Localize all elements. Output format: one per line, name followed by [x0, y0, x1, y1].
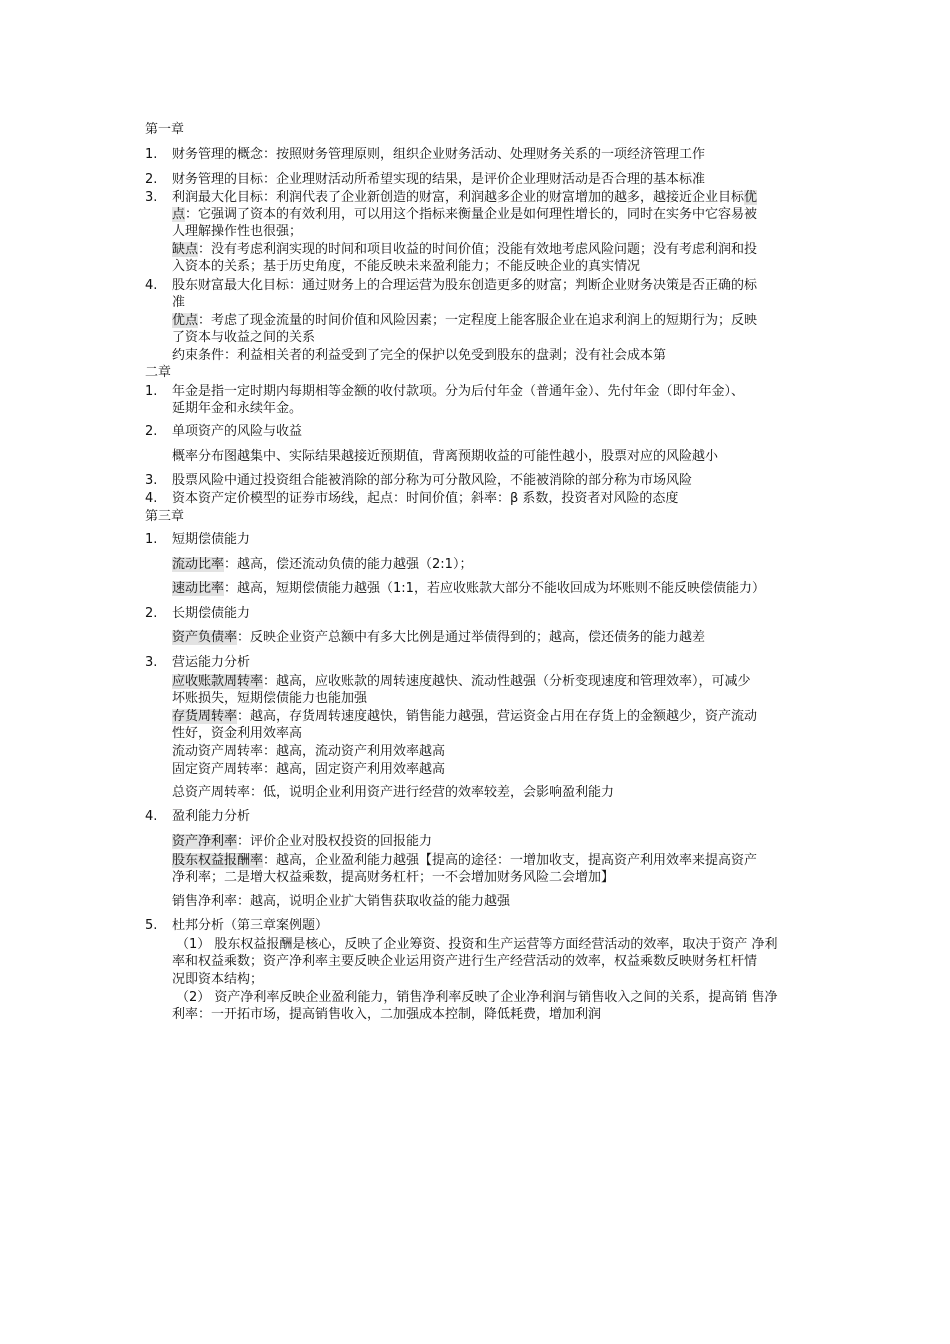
text-run: ：越高，应收账款的周转速度越快、流动性越强（分析变现速度和管理效率），可减少 — [263, 674, 751, 689]
item-number: 3. — [145, 190, 158, 205]
paragraph-line: 况即资本结构； — [172, 972, 264, 987]
item-text: 短期偿债能力 — [172, 532, 251, 547]
highlighted-term: 点 — [172, 207, 186, 222]
item-subtext: 流动资产周转率：越高，流动资产利用效率越高 — [172, 744, 446, 759]
text-run: ：越高，短期偿债能力越强（1:1，若应收账款大部分不能收回成为坏账则不能反映偿债能力） — [224, 581, 765, 596]
item-text: 准 — [172, 295, 186, 310]
item-number: 4. — [145, 491, 158, 506]
text-run: ：越高，偿还流动负债的能力越强（2:1）； — [224, 557, 473, 572]
item-text: 入资本的关系；基于历史角度，不能反映未来盈利能力；不能反映企业的真实情况 — [172, 259, 641, 274]
item-text — [172, 206, 757, 223]
item-text: 年金是指一定时期内每期相等金额的收付款项。分为后付年金（普通年金）、先付年金（即付年金）、 — [172, 384, 745, 399]
chapter-3-title: 第三章 — [145, 509, 185, 524]
item-subtext: 坏账损失，短期偿债能力也能加强 — [172, 691, 368, 706]
item-text: 股票风险中通过投资组合能被消除的部分称为可分散风险，不能被消除的部分称为市场风险 — [172, 473, 693, 488]
chapter-2-title: 二章 — [145, 365, 172, 380]
item-subtext: 固定资产周转率：越高，固定资产利用效率越高 — [172, 762, 446, 777]
item-text: 约束条件：利益相关者的利益受到了完全的保护以免受到股东的盘剥；没有社会成本第 — [172, 348, 667, 363]
item-subtext — [172, 673, 751, 690]
item-subtext: 性好，资金利用效率高 — [172, 726, 303, 741]
chapter-1-title: 第一章 — [145, 122, 185, 137]
item-number: 2. — [145, 606, 158, 621]
item-subtext — [172, 852, 757, 869]
paragraph-line: （1） 股东权益报酬是核心，反映了企业筹资、投资和生产运营等方面经营活动的效率，取决于资产 净利 — [176, 937, 778, 952]
item-text: 股东财富最大化目标：通过财务上的合理运营为股东创造更多的财富；判断企业财务决策是否正确的标 — [172, 278, 758, 293]
paragraph-line: 率和权益乘数；资产净利率主要反映企业运用资产进行生产经营活动的效率，权益乘数反映财务杠杆情 — [172, 954, 758, 969]
item-text — [172, 241, 757, 258]
item-number: 3. — [145, 473, 158, 488]
item-subtext — [172, 833, 432, 850]
item-text: 杜邦分析（第三章案例题） — [172, 918, 329, 933]
item-text: 资本资产定价模型的证券市场线，起点：时间价值；斜率：β 系数，投资者对风险的态度 — [172, 491, 679, 506]
item-subtext — [172, 580, 765, 597]
item-subtext: 概率分布图越集中、实际结果越接近预期值，背离预期收益的可能性越小，股票对应的风险越小 — [172, 449, 719, 464]
item-subtext: 净利率；二是增大权益乘数，提高财务杠杆；一不会增加财务风险二会增加】 — [172, 870, 615, 885]
item-number: 3. — [145, 655, 158, 670]
item-number: 2. — [145, 424, 158, 439]
item-number: 1. — [145, 147, 158, 162]
item-text — [172, 312, 757, 329]
item-text: 财务管理的概念：按照财务管理原则，组织企业财务活动、处理财务关系的一项经济管理工作 — [172, 147, 706, 162]
item-text: 营运能力分析 — [172, 655, 251, 670]
highlighted-term: 资产负债率 — [172, 630, 238, 645]
item-number: 4. — [145, 809, 158, 824]
item-text — [172, 189, 757, 206]
text-run: ：反映企业资产总额中有多大比例是通过举债得到的；越高，偿还债务的能力越差 — [237, 630, 706, 645]
highlighted-term: 缺点 — [172, 242, 199, 257]
text-run: ：考虑了现金流量的时间价值和风险因素；一定程度上能客服企业在追求利润上的短期行为；反映 — [198, 313, 758, 328]
item-number: 2. — [145, 172, 158, 187]
item-text: 长期偿债能力 — [172, 606, 251, 621]
highlighted-term: 应收账款周转率 — [172, 674, 264, 689]
item-subtext: 销售净利率：越高，说明企业扩大销售获取收益的能力越强 — [172, 894, 511, 909]
item-number: 5. — [145, 918, 158, 933]
item-text: 了资本与收益之间的关系 — [172, 330, 316, 345]
text-run: ：它强调了资本的有效利用，可以用这个指标来衡量企业是如何理性增长的，同时在实务中它容易被 — [185, 207, 758, 222]
text-run: ：越高，存货周转速度越快，销售能力越强，营运资金占用在存货上的金额越少，资产流动 — [237, 709, 758, 724]
item-number: 4. — [145, 278, 158, 293]
text-run: ：评价企业对股权投资的回报能力 — [237, 834, 433, 849]
highlighted-term: 优 — [744, 190, 758, 205]
item-text: 单项资产的风险与收益 — [172, 424, 303, 439]
text-run: ：没有考虑利润实现的时间和项目收益的时间价值；没能有效地考虑风险问题；没有考虑利润和投 — [198, 242, 758, 257]
paragraph-line: 利率：一开拓市场，提高销售收入，二加强成本控制，降低耗费，增加利润 — [172, 1007, 602, 1022]
paragraph-line: （2） 资产净利率反映企业盈利能力，销售净利率反映了企业净利润与销售收入之间的关系，提高销 售净 — [176, 990, 778, 1005]
item-text: 人理解操作性也很强； — [172, 224, 303, 239]
highlighted-term: 资产净利率 — [172, 834, 238, 849]
item-subtext — [172, 629, 705, 646]
text-run: 利润最大化目标：利润代表了企业新创造的财富，利润越多企业的财富增加的越多，越接近企业目标 — [172, 190, 745, 205]
item-text: 延期年金和永续年金。 — [172, 401, 303, 416]
text-run: ：越高，企业盈利能力越强【提高的途径：一增加收支，提高资产利用效率来提高资产 — [263, 853, 758, 868]
highlighted-term: 流动比率 — [172, 557, 225, 572]
highlighted-term: 速动比率 — [172, 581, 225, 596]
item-subtext: 总资产周转率：低，说明企业利用资产进行经营的效率较差，会影响盈利能力 — [172, 785, 615, 800]
item-number: 1. — [145, 532, 158, 547]
item-subtext — [172, 708, 757, 725]
item-text: 财务管理的目标：企业理财活动所希望实现的结果，是评价企业理财活动是否合理的基本标准 — [172, 172, 706, 187]
highlighted-term: 优点 — [172, 313, 199, 328]
highlighted-term: 股东权益报酬率 — [172, 853, 264, 868]
highlighted-term: 存货周转率 — [172, 709, 238, 724]
item-text: 盈利能力分析 — [172, 809, 251, 824]
item-subtext — [172, 556, 472, 573]
item-number: 1. — [145, 384, 158, 399]
